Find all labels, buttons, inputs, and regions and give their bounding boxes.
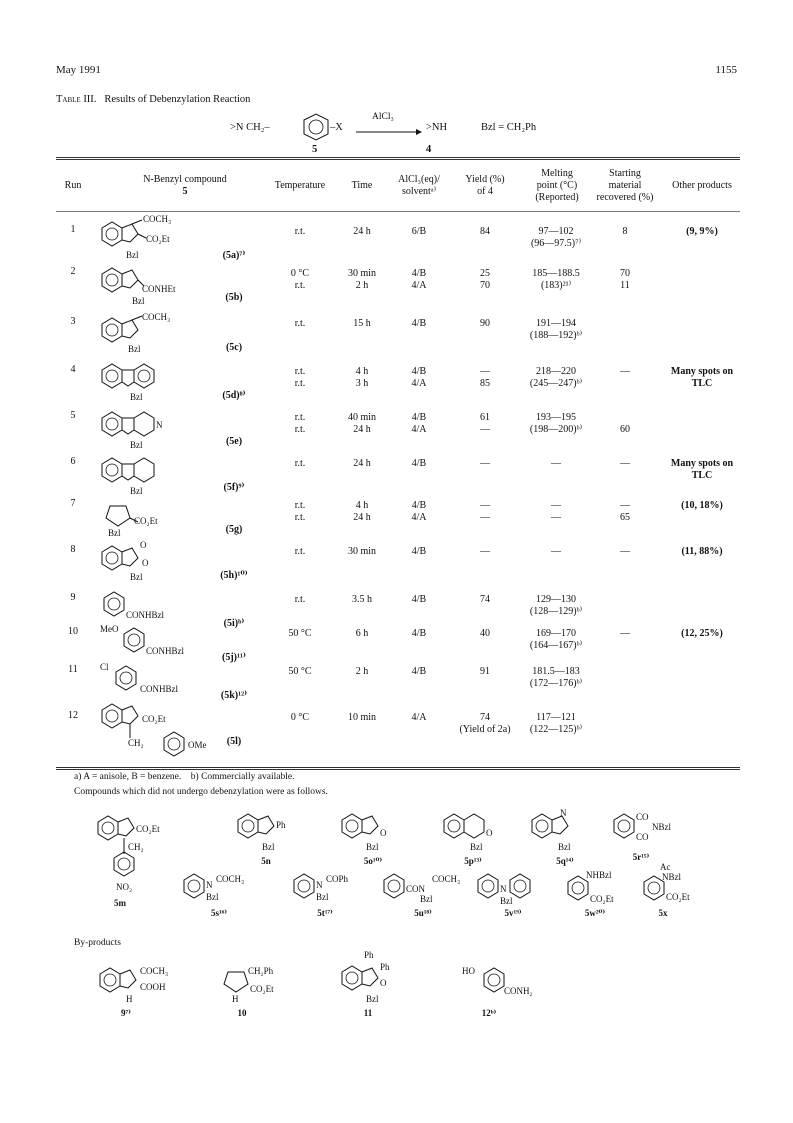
col-compound [110, 174, 260, 198]
cell-time: 24 h [353, 424, 371, 435]
cell-time: 3.5 h [352, 594, 372, 605]
cell-starting-material: — [620, 628, 630, 639]
cell-melting-point: 191—194 [536, 318, 576, 329]
cell-alcl3-solvent: 4/A [411, 280, 427, 291]
substituent-bzl: Bzl [470, 842, 483, 852]
scheme-label-4: 4 [426, 144, 432, 155]
structure-9 [96, 962, 196, 1011]
cell-other-products: Many spots on [670, 458, 734, 469]
cell-melting-point: 185—188.5 [532, 268, 580, 279]
substituent-bzl: Bzl [108, 528, 121, 538]
cell-run: 10 [68, 626, 78, 637]
scheme-reagent: AlCl₃ [372, 112, 394, 122]
compound-label-5s: 5s¹⁶⁾ [210, 908, 228, 918]
structure-5l [98, 702, 238, 767]
structure-10 [222, 962, 292, 1007]
col-compound-number: 5 [182, 186, 188, 197]
cell-compound-label: (5i)ᵇ⁾ [223, 618, 245, 629]
compound-label-5v: 5v¹⁹⁾ [504, 908, 522, 918]
cell-compound-label: (5a)⁷⁾ [222, 250, 246, 261]
substituent-co2et: CO₂Et [146, 234, 170, 244]
substituent-bzl: Bzl [420, 894, 433, 904]
cell-yield: — [480, 366, 490, 377]
cell-yield: — [480, 424, 490, 435]
carbazole-ring-icon [98, 362, 208, 402]
substituent-bzl: Bzl [130, 440, 143, 450]
col-temperature: Temperature [274, 180, 326, 191]
tetrahydrocarbazole-ring-icon [98, 456, 208, 496]
cell-other-products: (10, 18%) [681, 500, 723, 511]
compound-label-9: 9⁷⁾ [121, 1008, 131, 1018]
cell-compound-label: (5j)¹¹⁾ [222, 652, 246, 663]
cell-run: 11 [68, 664, 78, 675]
substituent-co-2: CO [636, 832, 649, 842]
cell-melting-point: 181.5—183 [532, 666, 580, 677]
scheme-label-5: 5 [312, 144, 318, 155]
structure-5p [440, 812, 510, 857]
substituent-ch2: CH₂ [128, 842, 144, 852]
cell-yield: 70 [480, 280, 490, 291]
col-yield-line2: of 4 [477, 186, 493, 197]
structure-5v [474, 872, 544, 913]
compound-label-5q: 5q¹⁴⁾ [556, 856, 574, 866]
substituent-coph: COPh [326, 874, 349, 884]
cell-melting-point: — [551, 458, 561, 469]
substituent-n: N [500, 884, 507, 894]
cell-time: 6 h [355, 628, 369, 639]
cell-run: 3 [70, 316, 76, 327]
substituent-bzl: Bzl [130, 392, 143, 402]
cell-time: 4 h [355, 366, 369, 377]
cell-temperature: r.t. [294, 280, 306, 291]
cell-alcl3-solvent: 4/B [411, 628, 427, 639]
cell-compound-label: (5l) [226, 736, 242, 747]
substituent-ch2ph: CH₂Ph [248, 966, 274, 976]
cell-starting-material: 65 [620, 512, 630, 523]
cell-compound-label: (5h)¹⁰⁾ [220, 570, 248, 581]
page-number: 1155 [715, 64, 737, 76]
cell-compound-label: (5c) [225, 342, 243, 353]
cell-temperature: r.t. [294, 226, 306, 237]
table-title-prefix: Table III. [56, 94, 97, 105]
cell-temperature: r.t. [294, 546, 306, 557]
cell-time: 40 min [347, 412, 377, 423]
cell-yield: — [480, 458, 490, 469]
table-bottom-rule [56, 767, 740, 768]
cell-starting-material: 70 [620, 268, 630, 279]
benzene-ring-icon [180, 872, 220, 908]
compound-label-5p: 5p¹³⁾ [464, 856, 482, 866]
substituent-coch3: COCH₃ [140, 966, 169, 976]
structure-5e [98, 410, 208, 455]
cell-alcl3-solvent: 4/A [411, 512, 427, 523]
col-alcl3-line1: AlCl₃(eq)/ [398, 174, 440, 185]
cell-melting-point: (245—247)ᵇ⁾ [529, 378, 583, 389]
cell-alcl3-solvent: 4/B [411, 666, 427, 677]
substituent-n: N [156, 420, 163, 430]
cell-alcl3-solvent: 4/B [411, 268, 427, 279]
compound-label-5m: 5m [114, 898, 126, 908]
substituent-bzl: Bzl [206, 892, 219, 902]
cell-melting-point: 117—121 [536, 712, 576, 723]
substituent-cl: Cl [100, 662, 109, 672]
substituent-bzl: Bzl [130, 572, 143, 582]
col-starting-material [590, 168, 660, 204]
cell-starting-material: 8 [622, 226, 628, 237]
cell-time: 24 h [353, 226, 371, 237]
col-yield-line1: Yield (%) [465, 174, 505, 185]
compound-label-11: 11 [363, 1008, 373, 1018]
cell-run: 1 [70, 224, 76, 235]
compound-label-5o: 5o¹⁰⁾ [363, 856, 383, 866]
structure-5h [98, 540, 198, 589]
cell-other-products: (12, 25%) [681, 628, 723, 639]
substituent-conhbzl: CONHBzl [140, 684, 178, 694]
cell-compound-label: (5b) [225, 292, 243, 303]
col-yield [454, 174, 516, 198]
benzene-ring-icon [290, 872, 330, 908]
indole-ring-icon [98, 702, 238, 762]
cell-time: 4 h [355, 500, 369, 511]
cell-temperature: r.t. [294, 500, 306, 511]
substituent-no2: NO₂ [116, 882, 133, 892]
cell-run: 7 [70, 498, 76, 509]
structure-5g [104, 500, 174, 541]
col-sm-line1: Starting [609, 168, 641, 179]
cell-temperature: r.t. [294, 512, 306, 523]
indole-ring-icon [94, 808, 174, 898]
cell-yield: 74 [480, 712, 490, 723]
col-mp-line1: Melting [541, 168, 573, 179]
col-alcl3-line2: solventᵃ⁾ [401, 186, 437, 197]
col-run: Run [64, 180, 82, 191]
cell-time: 2 h [355, 280, 369, 291]
structure-5b [98, 264, 208, 313]
substituent-h: H [126, 994, 133, 1004]
table-title [56, 94, 250, 105]
cell-compound-label: (5d)⁸⁾ [222, 390, 246, 401]
cell-temperature: 50 °C [288, 628, 312, 639]
structure-5o [338, 812, 408, 857]
cell-temperature: r.t. [294, 412, 306, 423]
cell-run: 2 [70, 266, 76, 277]
structure-5f [98, 456, 208, 501]
compound-label-5n: 5n [261, 856, 271, 866]
cell-yield: 74 [480, 594, 490, 605]
reaction-scheme [0, 112, 793, 160]
cell-time: 24 h [353, 458, 371, 469]
cell-melting-point: — [551, 546, 561, 557]
cell-melting-point: (128—129)ᵇ⁾ [529, 606, 583, 617]
cell-alcl3-solvent: 4/B [411, 594, 427, 605]
col-alcl3 [386, 174, 452, 198]
cell-alcl3-solvent: 4/A [411, 712, 427, 723]
col-other-products: Other products [672, 180, 732, 191]
col-mp-line3: (Reported) [535, 192, 579, 203]
substituent-n: N [206, 880, 213, 890]
table-title-text: Results of Debenzylation Reaction [104, 94, 251, 105]
structure-5q [528, 808, 598, 853]
reaction-arrow-icon [356, 128, 422, 136]
benzene-ring-icon [100, 590, 140, 626]
substituent-ph: Ph [364, 950, 374, 960]
substituent-coch3: COCH₃ [216, 874, 245, 884]
cell-time: 15 h [353, 318, 371, 329]
cell-melting-point: — [551, 512, 561, 523]
cell-starting-material: — [620, 366, 630, 377]
cell-time: 30 min [347, 268, 377, 279]
col-compound-title: N-Benzyl compound [143, 174, 227, 185]
scheme-bzl-definition: Bzl = CH₂Ph [481, 122, 537, 133]
substituent-ph: Ph [276, 820, 286, 830]
cell-run: 8 [70, 544, 76, 555]
substituent-conhet: CONHEt [142, 284, 176, 294]
cell-alcl3-solvent: 4/B [411, 500, 427, 511]
footnote-a: a) A = anisole, B = benzene. [74, 772, 182, 782]
substituent-n: N [560, 808, 567, 818]
substituent-nhbzl: NHBzl [586, 870, 612, 880]
cell-temperature: 0 °C [290, 268, 310, 279]
cell-yield: 40 [480, 628, 490, 639]
substituent-bzl: Bzl [128, 344, 141, 354]
substituent-bzl: Bzl [126, 250, 139, 260]
substituent-conhbzl: CONHBzl [146, 646, 184, 656]
substituent-o-2: O [142, 558, 149, 568]
cell-temperature: 0 °C [290, 712, 310, 723]
compound-label-5r: 5r¹⁵⁾ [632, 852, 650, 862]
cell-compound-label: (5f)⁹⁾ [223, 482, 245, 493]
substituent-co2et: CO₂Et [590, 894, 614, 904]
substituent-ome: OMe [188, 740, 207, 750]
cell-other-products: TLC [691, 378, 713, 389]
substituent-bzl: Bzl [366, 994, 379, 1004]
cell-time: 10 min [347, 712, 377, 723]
cell-alcl3-solvent: 4/B [411, 318, 427, 329]
structure-5a [98, 214, 208, 267]
substituent-conh2: CONH₂ [504, 986, 533, 996]
col-melting-point [522, 168, 592, 204]
cell-run: 4 [70, 364, 76, 375]
cell-starting-material: — [620, 546, 630, 557]
compound-label-5w: 5w²⁰⁾ [584, 908, 606, 918]
cell-melting-point: (198—200)ᵇ⁾ [529, 424, 583, 435]
cell-yield: 91 [480, 666, 490, 677]
cell-starting-material: — [620, 500, 630, 511]
cell-time: 30 min [347, 546, 377, 557]
cell-run: 5 [70, 410, 76, 421]
substituent-cooh: COOH [140, 982, 166, 992]
table-top-rule [56, 157, 740, 158]
cell-temperature: r.t. [294, 424, 306, 435]
cell-compound-label: (5k)¹²⁾ [220, 690, 248, 701]
cell-alcl3-solvent: 4/B [411, 366, 427, 377]
cell-alcl3-solvent: 6/B [411, 226, 427, 237]
col-time: Time [351, 180, 373, 191]
substituent-ph-2: Ph [380, 962, 390, 972]
substituent-bzl: Bzl [366, 842, 379, 852]
substituent-o: O [380, 828, 387, 838]
cell-melting-point: 169—170 [536, 628, 576, 639]
cell-alcl3-solvent: 4/A [411, 378, 427, 389]
scheme-product: >NH [426, 122, 448, 133]
substituent-ch3: COCH₃ [432, 874, 461, 884]
cell-starting-material: 11 [620, 280, 630, 291]
structure-5r [610, 808, 690, 853]
compound-label-12: 12ᵇ⁾ [481, 1008, 497, 1018]
substituent-o: O [486, 828, 493, 838]
substituent-co2et: CO₂Et [142, 714, 166, 724]
cell-alcl3-solvent: 4/B [411, 546, 427, 557]
substituent-nbzl: NBzl [652, 822, 671, 832]
cell-melting-point: — [551, 500, 561, 511]
footnote-b: b) Commercially available. [190, 772, 295, 782]
carboline-ring-icon [98, 410, 208, 450]
cell-temperature: r.t. [294, 318, 306, 329]
cell-melting-point: (122—125)ᵇ⁾ [529, 724, 583, 735]
cell-melting-point: 218—220 [536, 366, 576, 377]
substituent-h: H [232, 994, 239, 1004]
cell-yield: 61 [480, 412, 490, 423]
substituent-co2et: CO₂Et [666, 892, 690, 902]
cell-melting-point: (188—192)ᵇ⁾ [529, 330, 583, 341]
cell-alcl3-solvent: 4/A [411, 424, 427, 435]
cell-yield: (Yield of 2a) [459, 724, 511, 735]
cell-yield: 25 [480, 268, 490, 279]
byproducts-heading: By-products [74, 938, 121, 948]
substituent-o: O [380, 978, 387, 988]
page-date: May 1991 [56, 64, 101, 76]
substituent-con: CON [406, 884, 426, 894]
cell-yield: — [480, 546, 490, 557]
substituent-nbzl: NBzl [662, 872, 681, 882]
compound-label-5x: 5x [658, 908, 668, 918]
col-mp-line2: point (°C) [536, 180, 578, 191]
cell-yield: — [480, 512, 490, 523]
cell-alcl3-solvent: 4/B [411, 458, 427, 469]
cell-starting-material: — [620, 458, 630, 469]
substituent-co2et: CO₂Et [136, 824, 160, 834]
substituent-bzl: Bzl [130, 486, 143, 496]
substituent-ac: Ac [660, 862, 671, 872]
structure-5c [98, 312, 208, 361]
substituent-bzl: Bzl [558, 842, 571, 852]
cell-alcl3-solvent: 4/B [411, 412, 427, 423]
cell-yield: — [480, 500, 490, 511]
scheme-left-group: >N CH₂– [230, 122, 270, 133]
table-bottom-rule-2 [56, 769, 740, 770]
substituent-meo: MeO [100, 624, 119, 634]
cell-melting-point: (96—97.5)⁷⁾ [530, 238, 582, 249]
isoindolinone-ring-icon [610, 808, 690, 848]
cell-other-products: Many spots on [670, 366, 734, 377]
cell-temperature: r.t. [294, 594, 306, 605]
substituent-ho: HO [462, 966, 475, 976]
substituent-coch3: COCH₃ [143, 214, 172, 224]
cell-yield: 90 [480, 318, 490, 329]
cell-temperature: r.t. [294, 366, 306, 377]
table-top-rule-2 [56, 159, 740, 160]
cell-melting-point: (164—167)ᵇ⁾ [529, 640, 583, 651]
cell-temperature: r.t. [294, 458, 306, 469]
footnote-ab [74, 772, 294, 782]
cell-time: 24 h [353, 512, 371, 523]
substituent-bzl: Bzl [316, 892, 329, 902]
substituent-conhbzl: CONHBzl [126, 610, 164, 620]
cell-run: 9 [70, 592, 76, 603]
cell-run: 6 [70, 456, 76, 467]
cell-compound-label: (5e) [225, 436, 243, 447]
cell-melting-point: 97—102 [538, 226, 574, 237]
substituent-o: O [140, 540, 147, 550]
cell-temperature: 50 °C [288, 666, 312, 677]
compound-label-5t: 5t¹⁷⁾ [317, 908, 333, 918]
cell-other-products: TLC [691, 470, 713, 481]
compound-label-5u: 5u¹⁸⁾ [414, 908, 432, 918]
substituent-ch2: CH₂ [128, 738, 144, 748]
cell-yield: 85 [480, 378, 490, 389]
substituent-co2et: CO₂Et [134, 516, 158, 526]
footnote-compounds: Compounds which did not undergo debenzylation were as follows. [74, 787, 328, 797]
structure-5d [98, 362, 208, 407]
cell-yield: 84 [480, 226, 490, 237]
cell-melting-point: (172—176)ᵇ⁾ [529, 678, 583, 689]
substituent-bzl: Bzl [262, 842, 275, 852]
cell-melting-point: (183)²¹⁾ [540, 280, 572, 291]
substituent-co2et: CO₂Et [250, 984, 274, 994]
substituent-bzl: Bzl [132, 296, 145, 306]
substituent-co: CO [636, 812, 649, 822]
structure-5n [234, 812, 304, 857]
structure-5m [94, 808, 174, 903]
scheme-x-group: –X [330, 122, 343, 133]
cell-melting-point: 193—195 [536, 412, 576, 423]
cell-temperature: r.t. [294, 378, 306, 389]
cell-other-products: (11, 88%) [681, 546, 723, 557]
cell-starting-material: 60 [620, 424, 630, 435]
cell-time: 3 h [355, 378, 369, 389]
col-sm-line2: material [608, 180, 642, 191]
cell-melting-point: 129—130 [536, 594, 576, 605]
cell-compound-label: (5g) [225, 524, 243, 535]
substituent-n: N [316, 880, 323, 890]
col-sm-line3: recovered (%) [596, 192, 654, 203]
substituent-bzl: Bzl [500, 896, 513, 906]
cell-other-products: (9, 9%) [686, 226, 718, 237]
cell-time: 2 h [355, 666, 369, 677]
table-header-rule [56, 211, 740, 212]
cell-run: 12 [68, 710, 78, 721]
compound-label-10: 10 [237, 1008, 247, 1018]
substituent-coch3: COCH₃ [142, 312, 171, 322]
